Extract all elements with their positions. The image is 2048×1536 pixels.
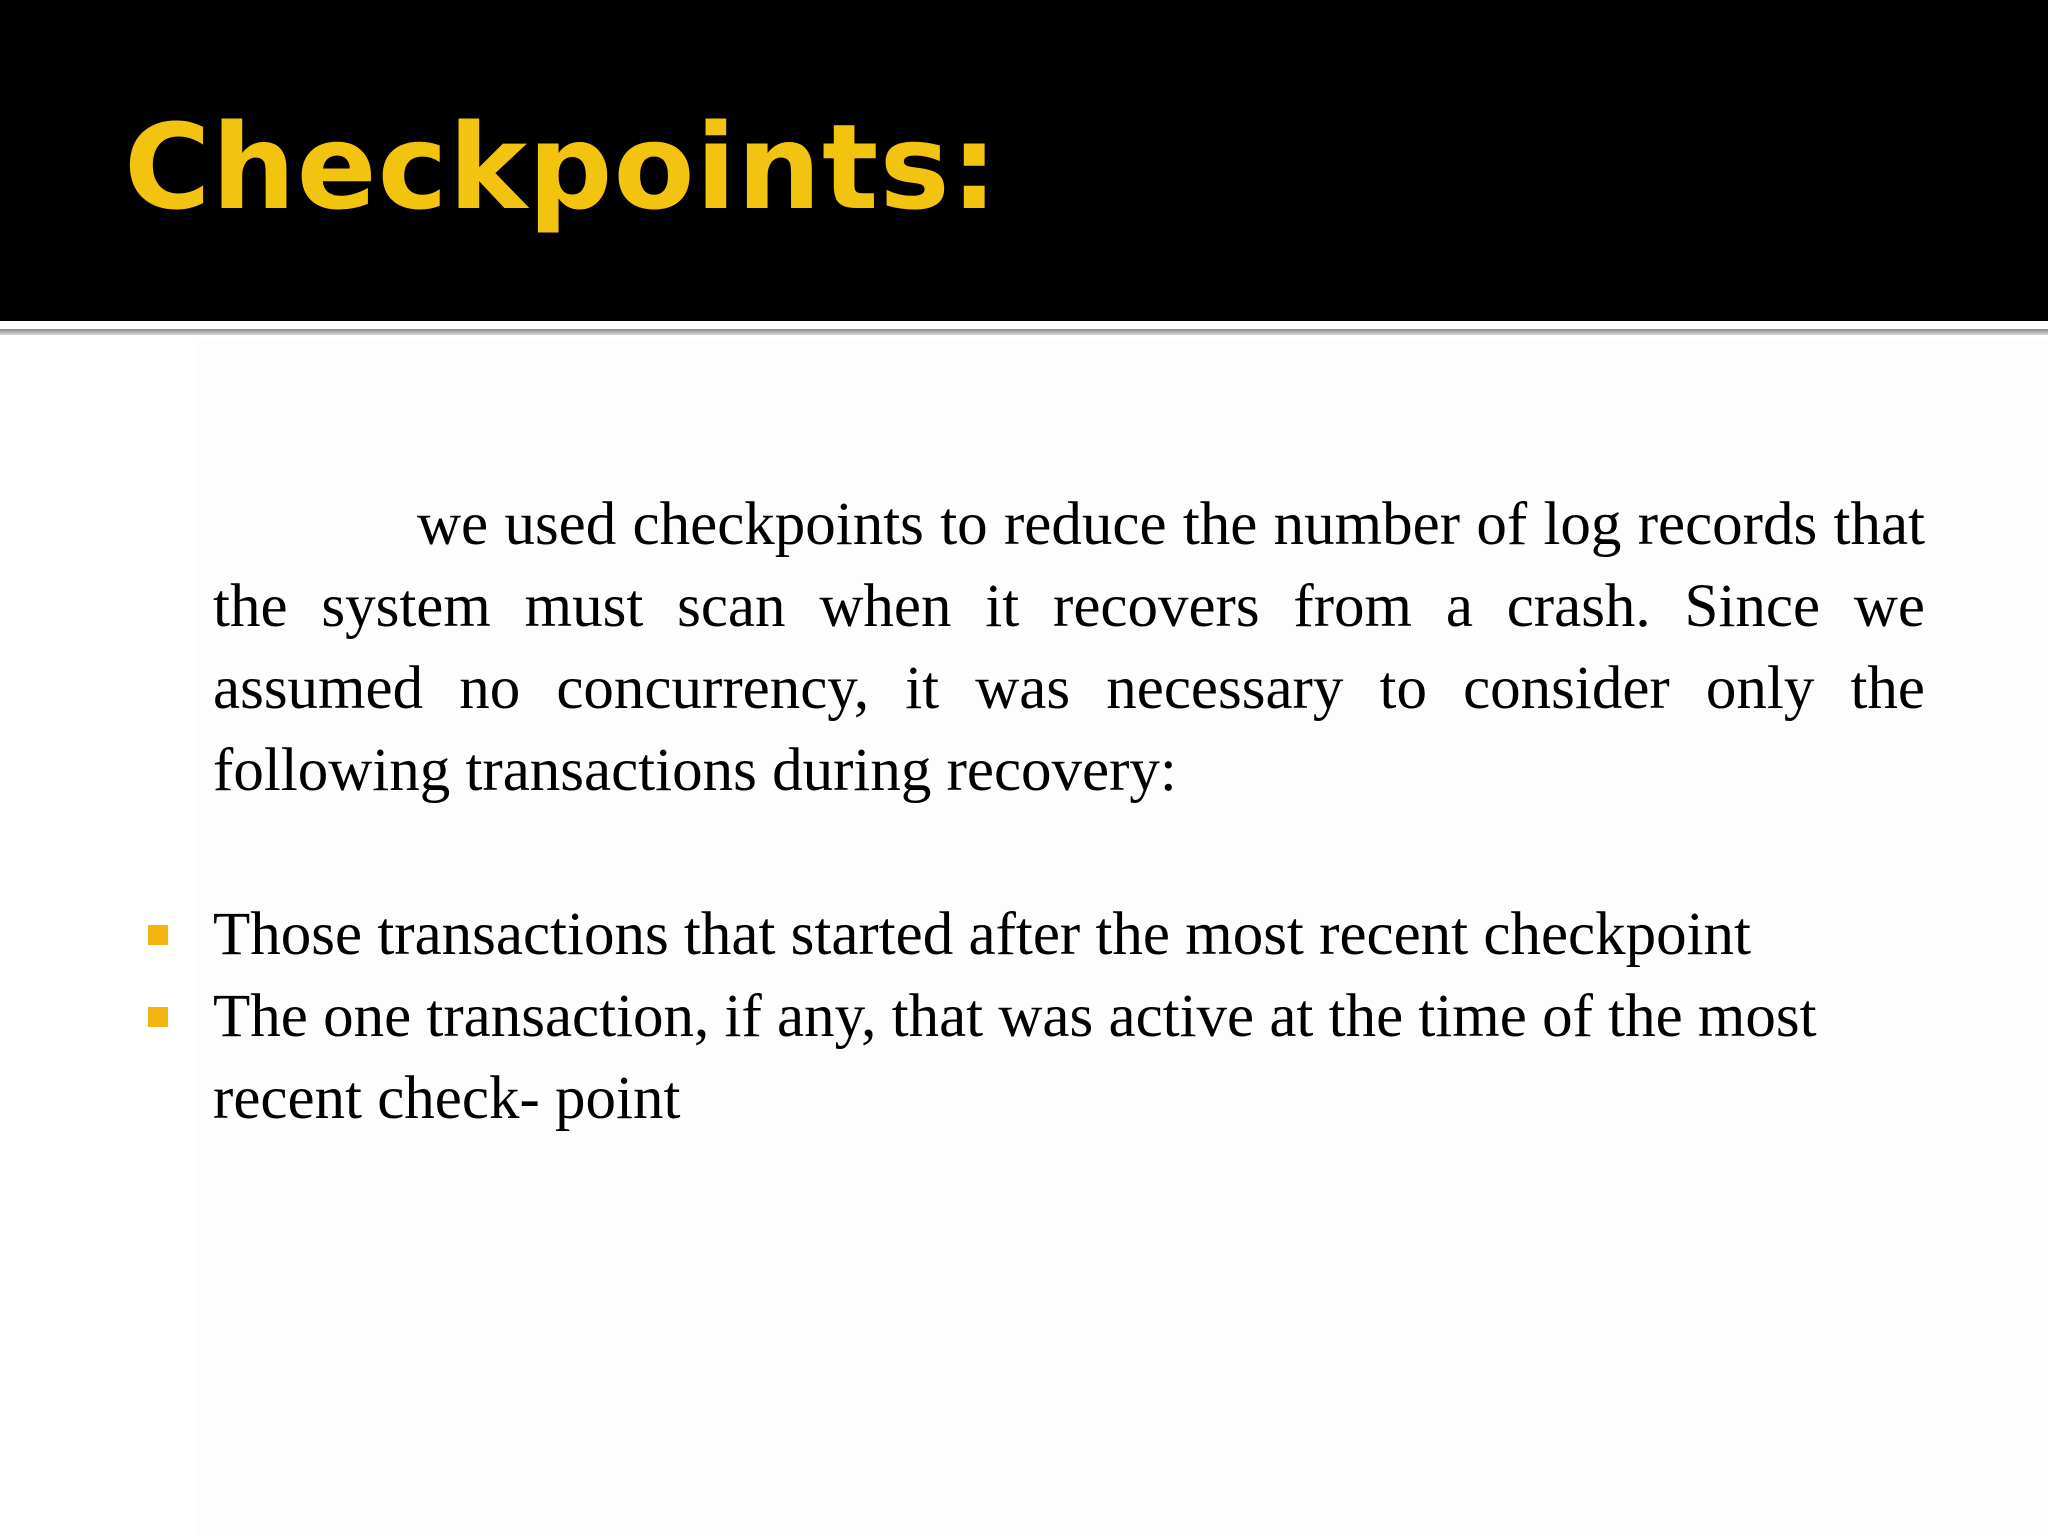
square-bullet-icon [148,1007,168,1027]
title-divider-shadow [0,329,2048,335]
bullet-list [213,894,1873,1140]
title-divider [0,321,2048,329]
square-bullet-icon [148,925,168,945]
bullet-text: The one transaction, if any, that was active at the time of the most recent check- point [213,983,1817,1132]
intro-paragraph: we used checkpoints to reduce the number of log records that the system must scan when it recovers from a crash. Since we assumed no concurrency, it was necessary to consider only the following transactions during recovery: [213,491,1925,804]
bullet-text: Those transactions that started after the most recent checkpoint [213,901,1751,968]
bullet-item [213,894,1873,976]
slide-title: Checkpoints: [124,98,999,236]
slide-body [213,484,1925,1140]
bullet-item [213,976,1873,1140]
title-bar [0,0,2048,321]
